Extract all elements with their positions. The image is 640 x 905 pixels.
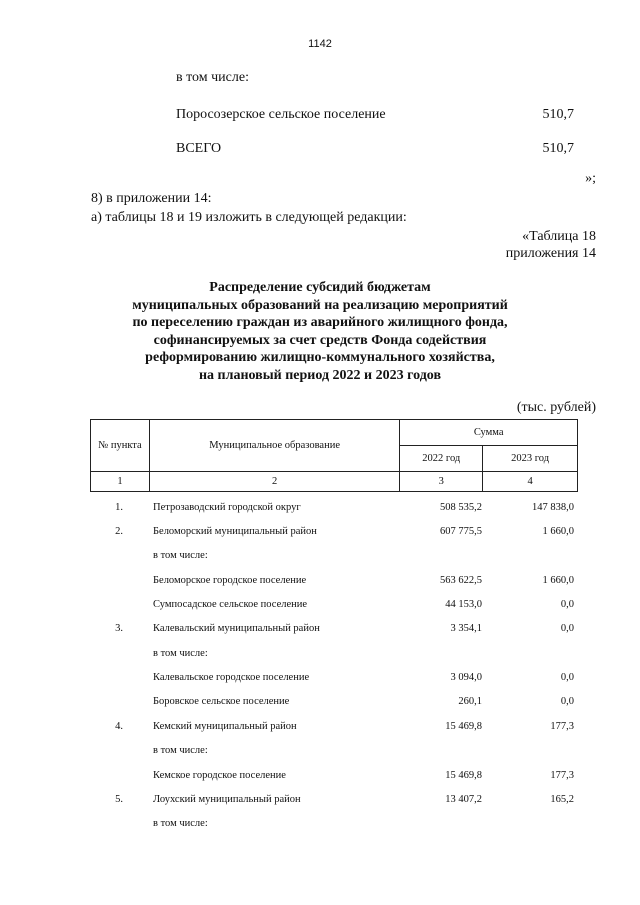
row-value-2022: 563 622,5 [440,575,482,586]
row-name: в том числе: [153,818,208,829]
row-value-2022: 508 535,2 [440,502,482,513]
row-value-2023: 177,3 [550,721,574,732]
row-name: Сумпосадское сельское поселение [153,599,308,610]
title-line: муниципальных образований на реализацию мероприятий [132,297,508,313]
row-value-2023: 1 660,0 [542,526,574,537]
header-2023: 2023 год [483,446,578,472]
page-number: 1142 [308,38,332,50]
including-label: в том числе: [176,70,249,85]
row-num: 1. [115,502,123,513]
row-name: Калевальское городское поселение [153,672,310,683]
row-num: 2. [115,526,123,537]
header-col4: 4 [483,472,578,492]
table-ref-line1: «Таблица 18 [522,229,596,244]
row-value-2022: 15 469,8 [445,721,482,732]
row-num: 4. [115,721,123,732]
row-name: Лоухский муниципальный район [153,794,301,805]
row-value-2022: 260,1 [458,696,482,707]
preface-item-value: 510,7 [542,107,574,122]
header-name: Муниципальное образование [149,420,399,472]
title-line: реформированию жилищно-коммунального хозяйства, [145,350,495,365]
row-value-2022: 3 354,1 [450,623,482,634]
row-value-2023: 0,0 [560,672,574,683]
title-line: по переселению граждан из аварийного жилищного фонда, [132,315,508,330]
preface-item-name: Поросозерское сельское поселение [176,107,386,122]
row-value-2022: 607 775,5 [440,526,482,537]
row-value-2023: 0,0 [560,623,574,634]
header-2022: 2022 год [400,446,483,472]
title-line: Распределение субсидий бюджетам [209,280,431,295]
header-col1: 1 [91,472,150,492]
row-value-2023: 147 838,0 [532,502,574,513]
row-value-2023: 0,0 [560,599,574,610]
row-name: Кемский муниципальный район [153,721,297,732]
paragraph-a: а) таблицы 18 и 19 изложить в следующей редакции: [91,210,407,225]
row-value-2023: 177,3 [550,770,574,781]
total-label: ВСЕГО [176,141,222,156]
row-name: в том числе: [153,648,208,659]
table-ref-line2: приложения 14 [505,246,596,261]
header-col2: 2 [149,472,399,492]
row-name: в том числе: [153,745,208,756]
row-name: Кемское городское поселение [153,770,286,781]
header-col3: 3 [400,472,483,492]
row-name: Беломорский муниципальный район [153,526,317,537]
row-value-2023: 165,2 [550,794,574,805]
total-value: 510,7 [542,141,574,156]
row-name: в том числе: [153,550,208,561]
table-title [0,279,640,384]
row-value-2023: 1 660,0 [542,575,574,586]
title-line: софинансируемых за счет средств Фонда содействия [153,332,487,348]
closing-quote: »; [585,171,596,186]
row-name: Боровское сельское поселение [153,696,290,707]
title-line: на плановый период 2022 и 2023 годов [198,367,442,383]
header-sum: Сумма [400,420,578,446]
row-name: Калевальский муниципальный район [153,623,320,634]
row-name: Петрозаводский городской округ [153,502,301,513]
row-value-2022: 13 407,2 [445,794,482,805]
paragraph-8: 8) в приложении 14: [91,191,212,206]
units-label: (тыс. рублей) [516,400,596,415]
row-value-2023: 0,0 [560,696,574,707]
row-value-2022: 3 094,0 [450,672,482,683]
row-num: 3. [115,623,123,634]
header-num: № пункта [91,420,150,472]
row-name: Беломорское городское поселение [153,575,307,586]
header-table [90,419,578,492]
row-num: 5. [115,794,123,805]
row-value-2022: 44 153,0 [445,599,482,610]
row-value-2022: 15 469,8 [445,770,482,781]
